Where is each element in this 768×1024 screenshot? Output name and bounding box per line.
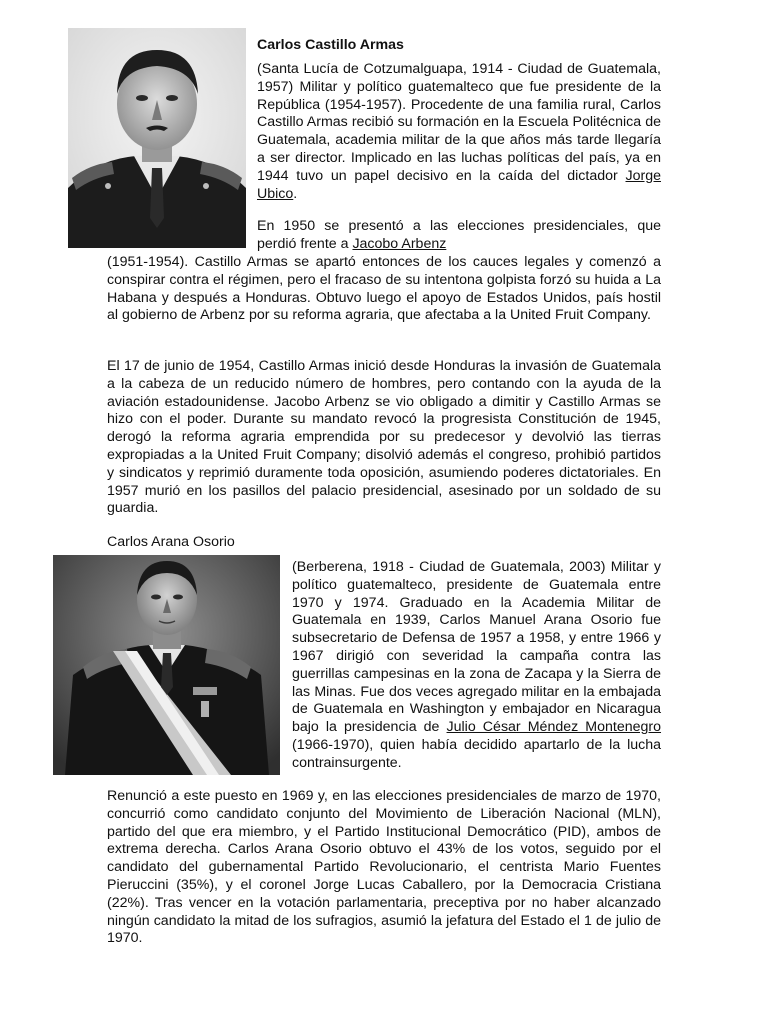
- link-jorge-ubico[interactable]: Jorge Ubico: [257, 167, 661, 202]
- paragraph-text: En 1950 se presentó a las elecciones presidenciales, que perdió frente a: [257, 218, 661, 252]
- portrait-castillo-armas: [68, 28, 246, 248]
- paragraph-text: (Santa Lucía de Cotzumalguapa, 1914 - Ciudad de Guatemala, 1957) Militar y político guatemalteco que fue presidente de la República (1954-1957). Procedente de una familia rural, Carlos Castillo Armas recibió su formación en la Escuela Politécnica de Guatemala, academia militar de la que años más tarde llegaría a ser director. Implicado en las luchas políticas del país, ya en 1944 tuvo un papel decisivo en la caída del dictador: [257, 61, 661, 184]
- paragraph-arana-osorio-bio: [292, 559, 661, 773]
- paragraph-elections-1950-start: [257, 218, 661, 254]
- link-julio-cesar-mendez-montenegro[interactable]: Julio César Méndez Montenegro: [446, 719, 662, 736]
- portrait-arana-osorio: [53, 555, 280, 775]
- link-jacobo-arbenz[interactable]: Jacobo Arbenz: [352, 235, 447, 252]
- paragraph-elections-1950-rest: (1951-1954). Castillo Armas se apartó entonces de los cauces legales y comenzó a conspirar contra el régimen, pero el fracaso de su intentona golpista forzó su huida a La Habana y después a Honduras. Obtuvo luego el apoyo de Estados Unidos, país hostil al gobierno de Arbenz por su reforma agraria, que afectaba a la United Fruit Company.: [107, 254, 661, 324]
- paragraph-castillo-armas-bio: [257, 61, 661, 203]
- paragraph-text: (1966-1970), quien había decidido apartarlo de la lucha contrainsurgente.: [292, 736, 661, 771]
- section-title-castillo-armas: Carlos Castillo Armas: [257, 37, 404, 53]
- paragraph-invasion-1954: El 17 de junio de 1954, Castillo Armas inició desde Honduras la invasión de Guatemala a la cabeza de un reducido número de hombres, pero contando con la ayuda de la aviación estadounidense. Jacobo Arbenz se vio obligado a dimitir y Castillo Armas se hizo con el poder. Durante su mandato revocó la progresista Constitución de 1945, derogó la reforma agraria emprendida por su predecesor y devolvió las tierras expropiadas a la United Fruit Company; disolvió además el congreso, prohibió partidos y sindicatos y reprimió duramente toda oposición, asumiendo poderes dictatoriales. En 1957 murió en los pasillos del palacio presidencial, asesinado por un soldado de su guardia.: [107, 358, 661, 517]
- section-title-arana-osorio: Carlos Arana Osorio: [107, 534, 235, 550]
- paragraph-elections-1970: Renunció a este puesto en 1969 y, en las elecciones presidenciales de marzo de 1970, concurrió como candidato conjunto del Movimiento de Liberación Nacional (MLN), partido del que era miembro, y el Partido Institucional Democrático (PID), ambos de extrema derecha. Carlos Arana Osorio obtuvo el 43% de los votos, seguido por el candidato del gubernamental Partido Revolucionario, el centrista Mario Fuentes Pieruccini (35%), y el coronel Jorge Lucas Caballero, por la Democracia Cristiana (22%). Tras vencer en la votación parlamentaria, preceptiva por no haber alcanzado ningún candidato la mitad de los sufragios, asumió la jefatura del Estado el 1 de julio de 1970.: [107, 788, 661, 947]
- paragraph-text: (Berberena, 1918 - Ciudad de Guatemala, 2003) Militar y político guatemalteco, presidente de Guatemala entre 1970 y 1974. Graduado en la Academia Militar de Guatemala en 1939, Carlos Manuel Arana Osorio fue subsecretario de Defensa de 1957 a 1958, y entre 1966 y 1967 dirigió con severidad la campaña contra las guerrillas campesinas en la zona de Zacapa y la Sierra de las Minas. Fue dos veces agregado militar en la embajada de Guatemala en Washington y embajador en Nicaragua bajo la presidencia de: [292, 559, 661, 736]
- paragraph-text: .: [293, 185, 298, 202]
